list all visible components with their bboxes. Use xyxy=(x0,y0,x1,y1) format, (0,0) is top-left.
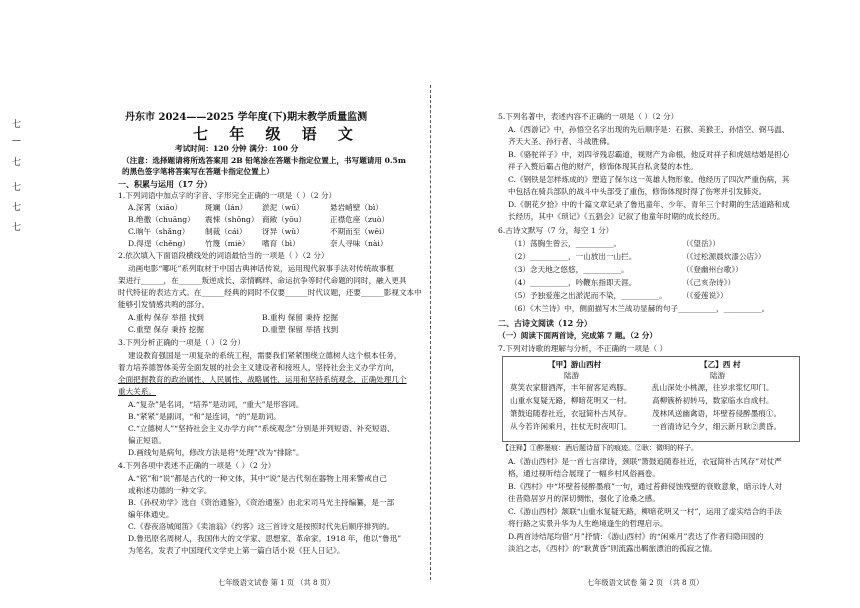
option: 编年体通史。 xyxy=(128,510,174,519)
section-heading: 二、古诗文阅读（12 分） xyxy=(498,318,592,328)
option-cell: A.深霄（xiāo） xyxy=(128,203,183,212)
section-heading: 一、积累与运用（17 分） xyxy=(118,179,212,189)
poem-line: 高柳簇桥初转马，数家临水自成村。 xyxy=(652,396,774,405)
margin-mark: 七 xyxy=(12,120,22,130)
option: B.“紧紧”是副词，“和”是连词，“的”是助词。 xyxy=(128,412,281,421)
poem-line: 山重水复疑无路，柳暗花明又一村。 xyxy=(510,396,632,405)
question-stem: 7.下列对诗歌的理解与分析，不正确的一项是（ ） xyxy=(498,344,668,353)
question-stem: 4.下列各项中表述不正确的一项是（ ）（2 分） xyxy=(118,461,276,470)
passage-line: 全面把握教育的政治属性、人民属性、战略属性，运用和坚持系统观念，正确处理几个 xyxy=(118,375,407,384)
margin-mark: 七 xyxy=(12,223,22,233)
recitation-source: （《望岳》） xyxy=(682,239,720,248)
poem-line: 乱山深处小桃源，往岁求浆忆叩门。 xyxy=(652,383,774,392)
poem-line: 从今若许闲乘月，拄杖无时夜叩门。 xyxy=(510,422,632,431)
option-cell: 正襟危座（zuò） xyxy=(330,215,390,224)
margin-mark: 七 xyxy=(12,203,22,213)
option: A.《游山西村》是一首七言律诗，颈联“箫鼓追随春社近，衣冠简朴古风存”对仗严 xyxy=(508,457,782,466)
option: 为笔名，发表了中国现代文学史上第一篇白话小说《狂人日记》。 xyxy=(128,546,345,555)
option: 将行路之实景升华为人生绝境逢生的哲理启示。 xyxy=(508,519,668,528)
page-footer: 七年级语文试卷 第 2 页 （共 8 页） xyxy=(587,578,704,587)
option-cell: 嗜育（bì） xyxy=(262,239,300,248)
recitation-source: （《登幽州台歌》） xyxy=(682,265,743,274)
option: 往昔隐居岁月的深切惆怅，强化了沧桑之感。 xyxy=(508,494,660,503)
passage-line: 建设教育强国是一项复杂的系统工程，需要我们紧紧围绕立德树人这个根本任务， xyxy=(128,351,402,360)
poem-line: 箫鼓追随春社近，衣冠简朴古风存。 xyxy=(510,409,632,418)
exam-header: 丹东市 2024——2025 学年度(下)期末教学质量监测 xyxy=(125,112,368,123)
exam-title: 七 年 级 语 文 xyxy=(193,125,361,143)
exam-info: 考试时间：120 分钟 满分：100 分 xyxy=(175,144,299,153)
option-cell: 商敞（yōu） xyxy=(262,215,307,224)
option: B.《孙权劝学》选自《资治通鉴》，《资治通鉴》由北宋司马光主持编纂，是一部 xyxy=(128,498,395,507)
question-stem: 1.下列词语中加点字的字音、字形完全正确的一项是（ ）（2 分） xyxy=(118,191,337,200)
option: A.重构 保存 举措 找到 xyxy=(128,313,204,322)
option: 偏正短语。 xyxy=(128,436,166,445)
option: D.《朝花夕拾》中的十篇文章记录了鲁迅童年、少年、青年三个时期的生活道路和成 xyxy=(508,200,790,209)
question-stem: 3.下列分析正确的一项是（ ）（2 分） xyxy=(118,338,246,347)
option: C.《春夜洛城闻笛》《卖油翁》《约客》这三首诗文是按照时代先后顺序排列的。 xyxy=(128,522,395,531)
option-cell: 竹篾（miè） xyxy=(205,239,250,248)
option: 祥子入赘后霸占他的财产，修饰体现其自私贪婪的本性。 xyxy=(508,162,698,171)
option-cell: 制裁（cái） xyxy=(205,227,247,236)
question-stem: 2.依次填入下面语段横线处的词语最恰当的一项是（ ）（2 分） xyxy=(118,251,329,260)
recitation-line: （6）《木兰诗》中，侧面描写木兰战功显赫的句子__________，__________。 xyxy=(510,304,770,313)
poem-line: 茂林风送幽禽语，坏壁苔侵醉墨痕①。 xyxy=(652,409,782,418)
option-cell: B.绝徼（chuāng） xyxy=(128,215,195,224)
option-cell: 斑斓（lán） xyxy=(205,203,248,212)
option: 中包括在骑兵部队的战斗中头部受了重伤，修饰体现时得了伤寒并引发肺炎。 xyxy=(508,187,767,196)
option-cell: 奈人寻味（nài） xyxy=(330,239,388,248)
poem-author: 陆游 xyxy=(710,371,726,380)
option: 或称述功德的一种文字。 xyxy=(128,486,212,495)
option-cell: 悬岩峭壁（bì） xyxy=(330,203,383,212)
poem-line: 一首清诗记今夕，细云新月耿②黄昏。 xyxy=(652,422,782,431)
option: B.重构 保留 秉持 挖掘 xyxy=(262,313,338,322)
recitation-line: （3）念天地之悠悠，__________。 xyxy=(510,265,629,274)
option: A.《西游记》中，孙悟空名字出现的先后顺序是：石猴、美猴王、孙悟空、弼马温、 xyxy=(508,125,790,134)
exam-notice-line: （注意：选择题请将所选答案用 2B 铅笔涂在答题卡指定位置上，书写题请用 0.5m xyxy=(122,156,406,165)
margin-mark: 七 xyxy=(12,158,22,168)
option: B.《西村》中“坏壁苔侵醉墨痕”一句，通过苔藓侵蚀残壁的衰败意象，暗示诗人对 xyxy=(508,482,782,491)
question-stem: 5.下列名著中，表述内容不正确的一项是（ ）（2 分） xyxy=(498,112,679,121)
margin-mark: 七 xyxy=(12,183,22,193)
passage-line: 时代特征的表达方式。在______经典的同时不仅要______时代议题，还要______影视文本中 xyxy=(118,288,422,297)
poem-title: 【乙】西 村 xyxy=(700,360,741,369)
option-cell: D.得逞（chěng） xyxy=(128,239,190,248)
margin-mark: — xyxy=(12,136,21,146)
option: C.重塑 保存 秉持 挖掘 xyxy=(128,325,204,334)
option-cell: 不期而至（wēi） xyxy=(330,227,389,236)
annotation-note: 【注释】①醉墨痕：酒后题诗留下的痕迹。②耿：微明的样子。 xyxy=(502,444,698,452)
recitation-line: （5）予独爱莲之出淤泥而不染，__________。 xyxy=(510,291,667,300)
option: D.两首诗结尾均借“月”抒情：《游山西村》的“闲乘月”表达了作者归隐田园的 xyxy=(508,532,764,541)
recitation-source: （《己亥杂诗》） xyxy=(682,278,736,287)
option-cell: C.晌午（shǎng） xyxy=(128,227,190,236)
recitation-line: （4）__________，吟鞭东指即天涯。 xyxy=(510,278,637,287)
sub-heading: （一）阅读下面两首诗，完成第 7 题。（2 分） xyxy=(498,331,657,340)
option: C.“立德树人”“坚持社会主义办学方向”“系统观念”分别是并列短语、补充短语、 xyxy=(128,424,395,433)
option: C.《游山西村》颔联“山重水复疑无路，柳暗花明又一村”，运用了虚实结合的手法 xyxy=(508,507,782,516)
option: C.《钢铁是怎样炼成的》塑造了保尔这一英雄人物形象。他经历了四次严重伤病，其 xyxy=(508,175,790,184)
question-stem: 6.古诗文默写（7 分，每空 1 分） xyxy=(498,226,614,235)
option: D.鲁迅原名周树人，我国伟大的文学家、思想家、革命家。1918 年，他以“鲁迅” xyxy=(128,534,402,543)
option: A.“复杂”是名词，“培养”是动词，“重大”是形容词。 xyxy=(128,400,304,409)
option: 齐天大圣、孙行者、斗战胜佛。 xyxy=(508,137,615,146)
passage-line: 着力培养德智体美劳全面发展的社会主义建设者和接班人，坚持社会主义办学方向， xyxy=(118,363,399,372)
exam-page-2 xyxy=(430,0,860,608)
option: A.“铭”和“说”都是古代的一种文体，其中“说”是古代刻在器物上用来警戒自己 xyxy=(128,474,387,483)
recitation-line: （1）荡胸生曾云，__________。 xyxy=(510,239,622,248)
poem-title: 【甲】游山西村 xyxy=(548,360,602,369)
option: 淡泊之志，《西村》的“耿黄昏”则流露出羁旅漂泊的孤寂之情。 xyxy=(508,544,717,553)
option-cell: 淤泥（wū） xyxy=(262,203,304,212)
option-cell: 震悚（shǒng） xyxy=(205,215,259,224)
passage-line: 架进行______，在______叛逆成长、亲情羁绊、命运抗争等时代命题的同时，融入更具 xyxy=(118,276,407,285)
exam-notice-line: 的黑色签字笔将答案写在答题卡指定位置上） xyxy=(122,167,274,176)
option: 格，通过视听结合展现了一幅乡村风俗画卷。 xyxy=(508,469,660,478)
recitation-source: （《过松源晨炊漆公店》） xyxy=(682,252,766,261)
option: 长经历，其中《琐记》《五猖会》记叙了他童年时期的成长经历。 xyxy=(508,212,725,221)
poem-line: 莫笑农家腊酒浑，丰年留客足鸡豚。 xyxy=(510,383,632,392)
recitation-source: （《爱莲说》） xyxy=(682,291,728,300)
page-footer: 七年级语文试卷 第 1 页 （共 8 页） xyxy=(218,578,335,587)
poem-author: 陆游 xyxy=(564,371,580,380)
option: D.画线句是病句，修改方法是将“处理”改为“排除”。 xyxy=(128,448,304,457)
option: D.重塑 保留 举措 找到 xyxy=(262,325,339,334)
option: B.《骆驼祥子》中，刘四爷残忍霸道，视财产为命根，他反对祥子和虎妞结婚是担心 xyxy=(508,150,790,159)
passage-line: 重大关系。 xyxy=(118,387,156,396)
passage-line: 动画电影“哪吒”系列取材于中国古典神话传说，运用现代叙事手法对传统故事框 xyxy=(128,264,394,273)
passage-line: 能够引发情感共鸣的部分。 xyxy=(118,300,210,309)
recitation-line: （2）__________，一山放出一山拦。 xyxy=(510,252,637,261)
option-cell: 讶异（wǔ） xyxy=(262,227,304,236)
